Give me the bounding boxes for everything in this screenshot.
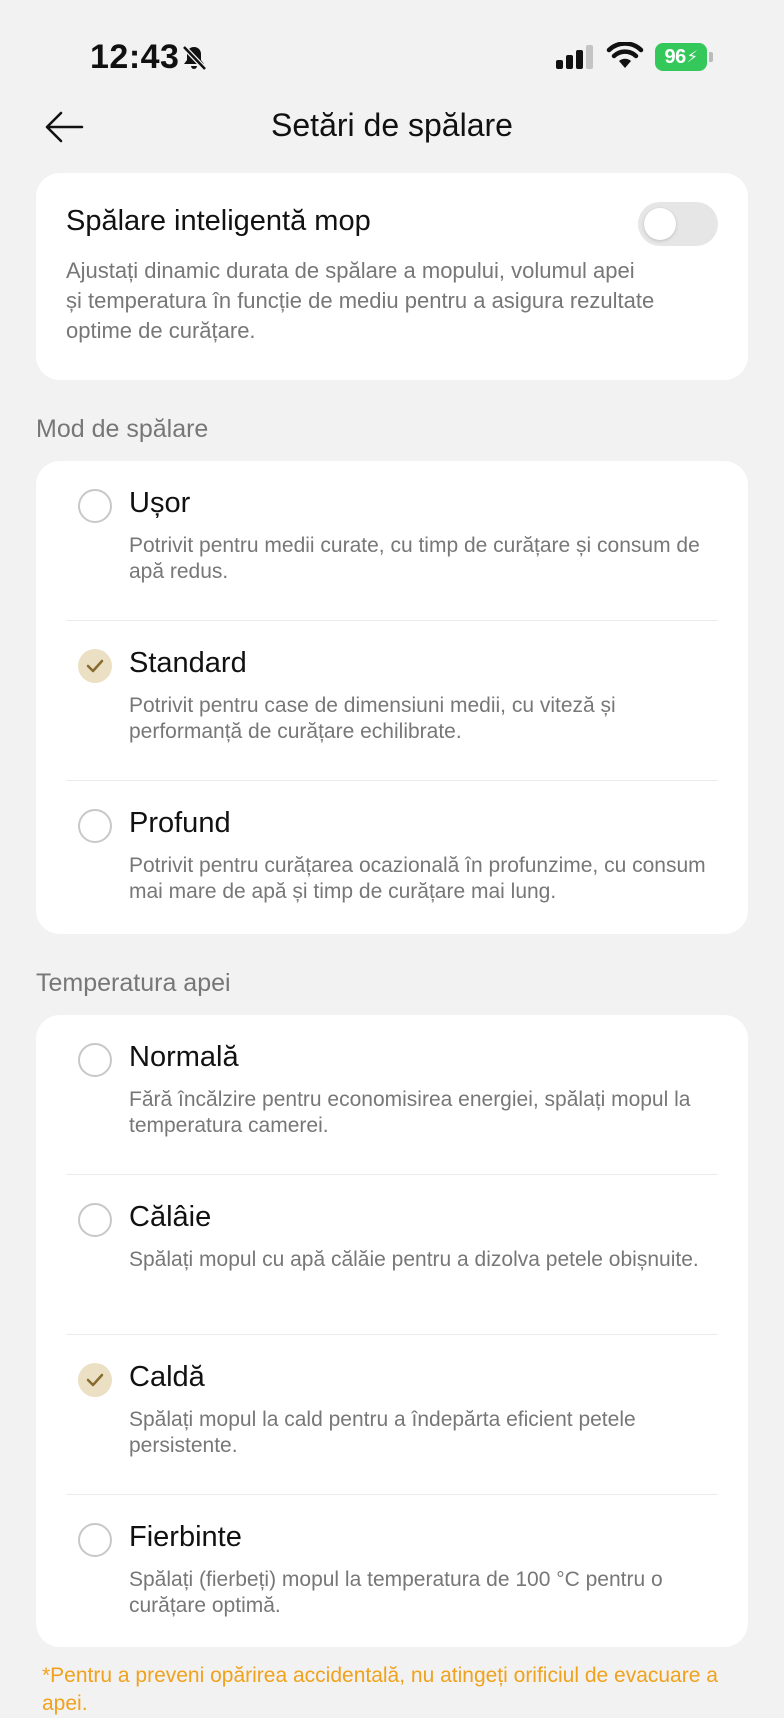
page-title: Setări de spălare — [271, 107, 513, 143]
wash-mode-option-standard[interactable] — [36, 621, 748, 781]
bell-off-icon — [180, 44, 208, 72]
water-temperature-card — [36, 1015, 748, 1647]
wash-mode-label: Mod de spălare — [36, 415, 209, 443]
option-title: Caldă — [129, 1361, 205, 1393]
checkmark-icon — [86, 1372, 104, 1388]
radio-unchecked-icon — [78, 809, 112, 843]
temperature-option-fierbinte[interactable] — [36, 1495, 748, 1655]
battery-level — [655, 43, 707, 71]
radio-unchecked-icon — [78, 1523, 112, 1557]
radio-unchecked-icon — [78, 489, 112, 523]
battery-percent: 96 — [664, 45, 686, 68]
option-title: Standard — [129, 647, 247, 679]
water-temperature-label: Temperatura apei — [36, 969, 231, 997]
wash-mode-option-profund[interactable] — [36, 781, 748, 941]
radio-unchecked-icon — [78, 1203, 112, 1237]
temperature-option-calaie[interactable] — [36, 1175, 748, 1335]
radio-checked-icon — [78, 649, 112, 683]
smart-wash-card — [36, 173, 748, 380]
option-title: Profund — [129, 807, 231, 839]
option-description: Spălați (fierbeți) mopul la temperatura de 100 °C pentru o curățare optimă. — [129, 1568, 663, 1617]
option-title: Călâie — [129, 1201, 212, 1233]
option-description: Potrivit pentru medii curate, cu timp de curățare și consum de apă redus. — [129, 534, 700, 583]
battery-nub — [709, 52, 713, 62]
wifi-icon — [606, 42, 644, 70]
option-title: Fierbinte — [129, 1521, 242, 1553]
wash-mode-card — [36, 461, 748, 934]
smart-wash-title: Spălare inteligentă mop — [66, 205, 371, 237]
radio-unchecked-icon — [78, 1043, 112, 1077]
toggle-knob — [644, 208, 676, 240]
temperature-option-normala[interactable] — [36, 1015, 748, 1175]
temperature-option-calda[interactable] — [36, 1335, 748, 1495]
smart-wash-description: Ajustați dinamic durata de spălare a mopului, volumul apei și temperatura în funcție de mediu pentru a asigura rezultate optime de curățare. — [66, 258, 655, 343]
option-title: Normală — [129, 1041, 239, 1073]
signal-icon — [556, 44, 596, 70]
status-bar — [0, 0, 784, 110]
wash-mode-option-usor[interactable] — [36, 461, 748, 621]
battery-icon — [655, 43, 713, 71]
status-time: 12:43 — [90, 38, 180, 76]
radio-checked-icon — [78, 1363, 112, 1397]
charging-bolt-icon: ⚡ — [686, 49, 698, 66]
option-description: Potrivit pentru curățarea ocazională în profunzime, cu consum mai mare de apă și timp de curățare mai lung. — [129, 854, 706, 903]
option-title: Ușor — [129, 487, 191, 519]
option-description: Spălați mopul cu apă călăie pentru a dizolva petele obișnuite. — [129, 1248, 699, 1271]
header — [0, 95, 784, 157]
option-description: Spălați mopul la cald pentru a îndepărta eficient petele persistente. — [129, 1408, 636, 1457]
option-description: Fără încălzire pentru economisirea energiei, spălați mopul la temperatura camerei. — [129, 1088, 691, 1137]
scald-warning: *Pentru a preveni opărirea accidentală, nu atingeți orificiul de evacuare a apei. — [42, 1664, 718, 1715]
option-description: Potrivit pentru case de dimensiuni medii, cu viteză și performanță de curățare echilibrate. — [129, 694, 616, 743]
smart-wash-toggle[interactable] — [638, 202, 718, 246]
checkmark-icon — [86, 658, 104, 674]
